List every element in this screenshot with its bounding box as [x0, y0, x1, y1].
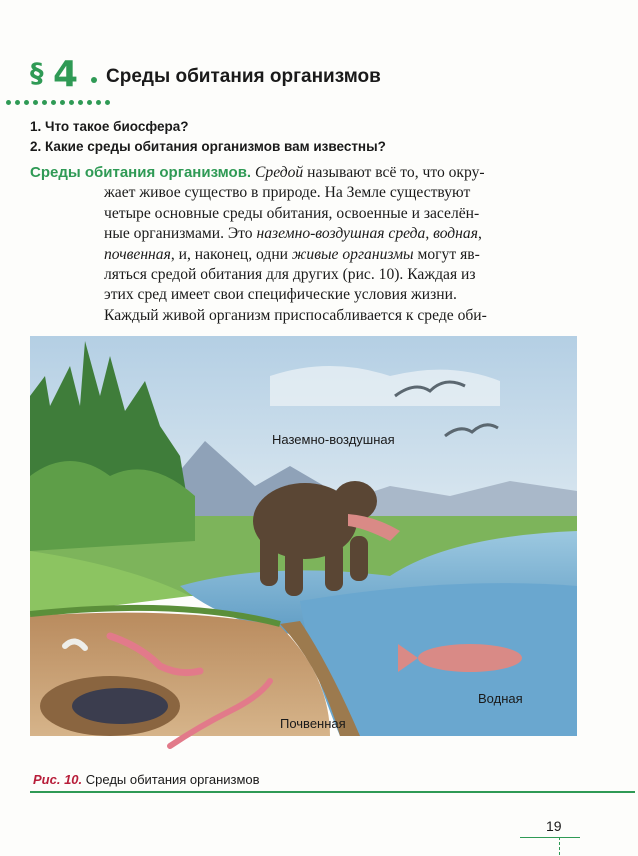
- body-paragraph: [30, 163, 582, 326]
- body-text-segment: живые организмы: [291, 245, 414, 263]
- body-text-segment: почвенная: [104, 245, 171, 263]
- body-text-segment: ,: [425, 225, 434, 243]
- figure-habitats: [30, 336, 577, 766]
- body-text-segment: этих сред имеет свои специфические условия жизни.: [104, 286, 457, 304]
- body-line: [30, 224, 582, 244]
- section-header: [22, 54, 622, 94]
- body-text-segment: наземно-воздушная среда: [256, 225, 426, 243]
- body-text-segment: водная: [433, 225, 478, 243]
- page-title: Среды обитания организмов: [106, 66, 381, 87]
- body-text-segment: , и, наконец, одни: [170, 245, 292, 263]
- review-questions: [30, 117, 386, 157]
- body-line: [30, 245, 582, 265]
- mole: [72, 688, 168, 724]
- page-number-rule: [520, 837, 580, 838]
- page-number: 19: [546, 818, 562, 834]
- question-2: 2. Какие среды обитания организмов вам известны?: [30, 139, 386, 154]
- body-line: [30, 204, 582, 224]
- body-text-segment: могут яв-: [413, 245, 480, 263]
- caption-rule: [30, 791, 635, 793]
- body-text-segment: жает живое существо в природе. На Земле существуют: [104, 184, 471, 202]
- dotted-divider: [6, 100, 116, 106]
- caption-figure-label: Рис. 10.: [33, 772, 83, 787]
- body-line: [30, 285, 582, 305]
- body-text-segment: называют всё то, что окру-: [303, 164, 485, 181]
- body-text-segment: ,: [477, 225, 482, 243]
- body-text-segment: ляться средой обитания для других (рис. 10). Каждая из: [104, 265, 476, 283]
- body-line: [30, 265, 582, 285]
- label-air: Наземно-воздушная: [272, 432, 395, 447]
- body-text-segment: Средой: [255, 164, 304, 181]
- lead-heading: Среды обитания организмов.: [30, 164, 252, 181]
- label-water: Водная: [478, 691, 523, 706]
- caption-text: Среды обитания организмов: [82, 772, 260, 787]
- section-dot: [91, 77, 97, 83]
- figure-caption: [33, 772, 260, 787]
- body-text-segment: ные организмами. Это: [104, 225, 257, 243]
- body-text-segment: четыре основные среды обитания, освоенные и заселён-: [104, 204, 480, 222]
- body-text-segment: Каждый живой организм приспосабливается к среде оби-: [104, 306, 487, 324]
- section-sign: §: [30, 58, 44, 89]
- question-1: 1. Что такое биосфера?: [30, 119, 189, 134]
- body-line: [30, 306, 582, 326]
- label-soil: Почвенная: [280, 716, 346, 731]
- body-line: [30, 163, 582, 183]
- page-number-marker: [559, 837, 560, 855]
- section-number: 4: [53, 54, 78, 95]
- body-line: [30, 183, 582, 203]
